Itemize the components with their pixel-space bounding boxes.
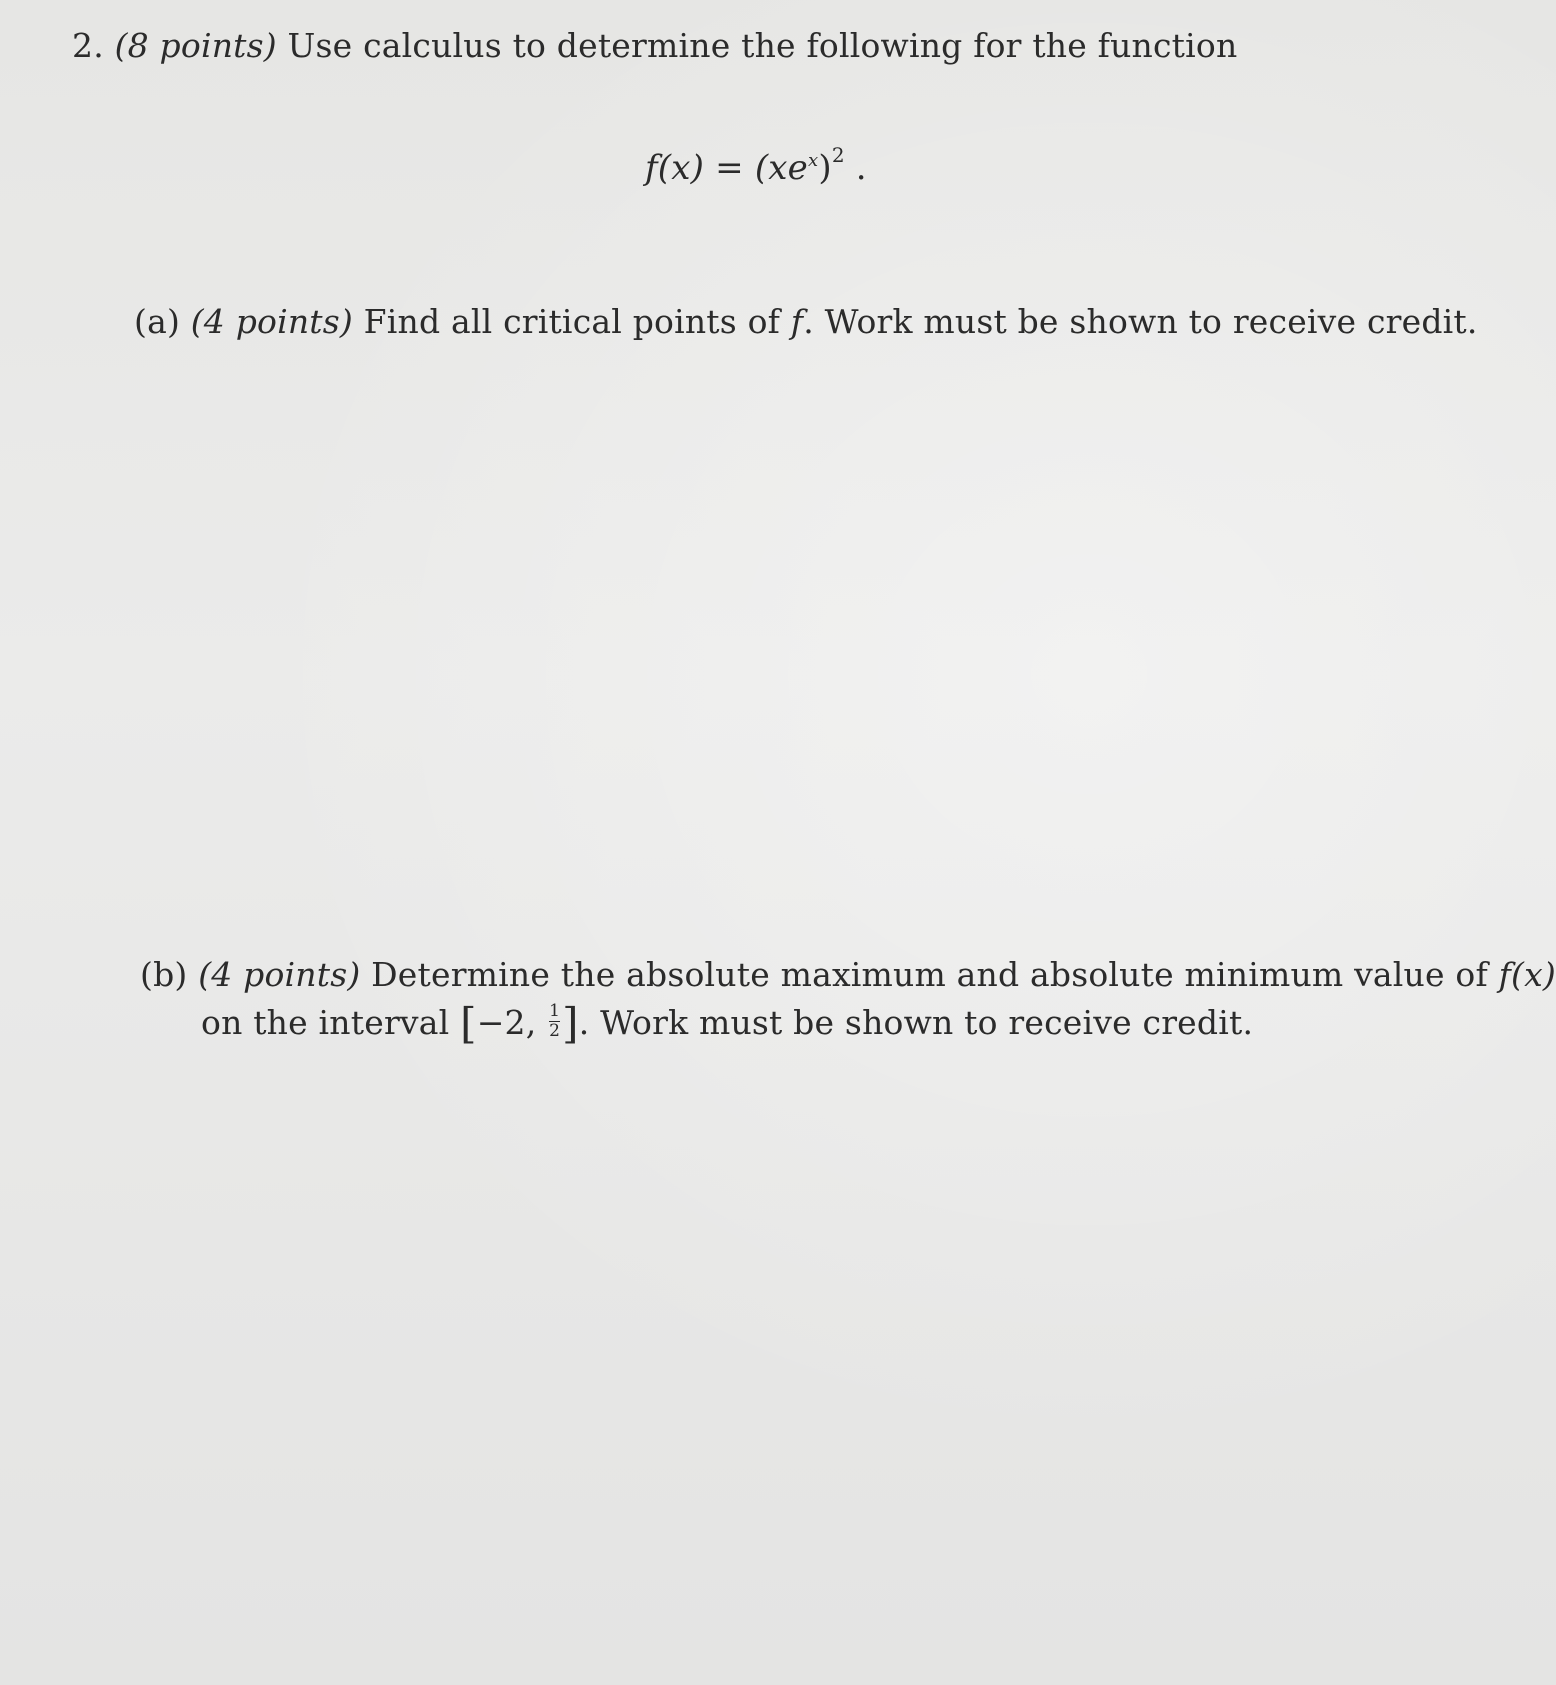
part-b-text: Determine the absolute maximum and absolute minimum value of (371, 955, 1488, 994)
part-a-text-end: . Work must be shown to receive credit. (803, 302, 1478, 341)
part-b-label: (b) (140, 955, 188, 994)
part-a-points: (4 points) (190, 302, 353, 341)
question-header (72, 26, 1237, 65)
part-a-label: (a) (134, 302, 181, 341)
interval-left-endpoint: −2, (476, 1003, 537, 1042)
formula-period: . (855, 148, 867, 188)
question-number: 2. (72, 26, 104, 65)
part-b-interval-text: on the interval (201, 1003, 450, 1042)
question-points: (8 points) (114, 26, 277, 65)
question-prompt: Use calculus to determine the following for the function (287, 26, 1238, 65)
part-a (134, 302, 1478, 341)
part-b-points: (4 points) (198, 955, 361, 994)
part-b-function-symbol: f(x) (1498, 955, 1556, 994)
formula-outer-exponent: 2 (831, 143, 845, 167)
part-b-text-end: . Work must be shown to receive credit. (578, 1003, 1254, 1042)
formula-close-paren: ) (818, 148, 832, 188)
part-a-function-symbol: f (790, 302, 804, 341)
interval-close-bracket: ] (562, 999, 579, 1048)
function-formula (645, 143, 867, 188)
formula-lhs: f(x) = (645, 148, 744, 188)
fraction-numerator: 1 (549, 1000, 561, 1021)
part-a-text: Find all critical points of (363, 302, 781, 341)
formula-inner-exponent: x (807, 150, 819, 171)
formula-base: (xe (754, 148, 808, 188)
part-b (140, 955, 1556, 994)
fraction-denominator: 2 (549, 1020, 561, 1041)
part-b-continued (201, 995, 1254, 1048)
interval-open-bracket: [ (460, 999, 477, 1048)
interval-right-fraction (549, 1000, 561, 1041)
